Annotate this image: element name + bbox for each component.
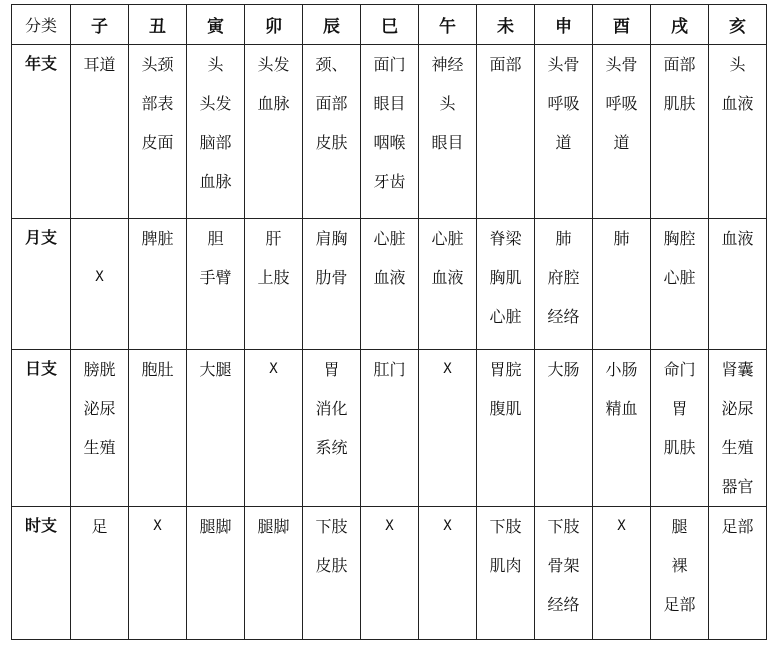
table-cell [187, 507, 245, 640]
cell-text: 头 [729, 55, 746, 74]
table-cell [187, 45, 245, 219]
cell-text: 肌肤 [663, 94, 696, 113]
cell-text: 脑部 [199, 133, 232, 152]
table-cell [593, 45, 651, 219]
table-cell [361, 219, 419, 350]
cell-text: 下肢 [547, 517, 580, 536]
table-cell [419, 219, 477, 350]
table-cell [535, 219, 593, 350]
table-cell [593, 507, 651, 640]
cell-text: 血液 [721, 94, 754, 113]
row-label: 月支 [12, 219, 71, 350]
cell-text: 小肠 [605, 360, 638, 379]
cell-text: 胆 [207, 229, 224, 248]
cell-text: 肌肉 [489, 556, 522, 575]
table-cell [129, 507, 187, 640]
cell-text: 裸 [671, 556, 688, 575]
cell-text: 头 [439, 94, 456, 113]
cell-text: 肛门 [373, 360, 406, 379]
branch-header: 亥 [709, 5, 767, 45]
cell-text: 血脉 [199, 172, 232, 191]
cell-text: 府腔 [547, 268, 580, 287]
cell-text: 足 [91, 517, 108, 536]
table-cell [419, 45, 477, 219]
table-row [12, 350, 767, 507]
cell-text: 手臂 [199, 268, 232, 287]
cell-text: 心脏 [431, 229, 464, 248]
cell-text: 血液 [373, 268, 406, 287]
cell-text: X [153, 518, 162, 534]
cell-text: 大腿 [199, 360, 232, 379]
cell-text: 呼吸 [605, 94, 638, 113]
cell-text: 肺 [613, 229, 630, 248]
cell-text: 肋骨 [315, 268, 348, 287]
cell-text: 下肢 [315, 517, 348, 536]
header-row [12, 5, 767, 45]
table-cell [129, 350, 187, 507]
table-row [12, 219, 767, 350]
table-row [12, 45, 767, 219]
cell-text: 骨架 [547, 556, 580, 575]
table-cell [303, 507, 361, 640]
table-cell [303, 219, 361, 350]
cell-text: 经络 [547, 595, 580, 614]
branch-body-table [11, 4, 767, 640]
table-cell [593, 219, 651, 350]
cell-text: 眼目 [373, 94, 406, 113]
cell-text: 腿脚 [199, 517, 232, 536]
cell-text: 面部 [489, 55, 522, 74]
cell-text [71, 219, 128, 258]
cell-text: 咽喉 [373, 133, 406, 152]
branch-header: 未 [477, 5, 535, 45]
cell-text: 颈、 [315, 55, 348, 74]
row-label: 时支 [12, 507, 71, 640]
cell-text: 脾脏 [141, 229, 174, 248]
table-row [12, 507, 767, 640]
table-cell [477, 45, 535, 219]
cell-text: 面部 [663, 55, 696, 74]
table-cell [71, 45, 129, 219]
branch-header: 寅 [187, 5, 245, 45]
cell-text: 器官 [721, 477, 754, 496]
cell-text: 血液 [721, 229, 754, 248]
cell-text: X [385, 518, 394, 534]
table-cell [709, 507, 767, 640]
cell-text: 神经 [431, 55, 464, 74]
cell-text: 消化 [315, 399, 348, 418]
table-cell [129, 45, 187, 219]
table-cell [187, 350, 245, 507]
cell-text: X [443, 518, 452, 534]
cell-text: 耳道 [83, 55, 116, 74]
cell-text: 下肢 [489, 517, 522, 536]
cell-text: 头 [207, 55, 224, 74]
table-cell [303, 45, 361, 219]
table-cell [419, 507, 477, 640]
branch-header: 辰 [303, 5, 361, 45]
table-cell [535, 45, 593, 219]
table-cell [709, 350, 767, 507]
table-cell [361, 507, 419, 640]
cell-text: 道 [555, 133, 572, 152]
cell-text: 胃脘 [489, 360, 522, 379]
table-cell [477, 507, 535, 640]
table-cell [361, 45, 419, 219]
cell-text: 胸肌 [489, 268, 522, 287]
table-cell [303, 350, 361, 507]
cell-text: 膀胱 [83, 360, 116, 379]
corner-header: 分类 [12, 5, 71, 45]
cell-text: 足部 [721, 517, 754, 536]
branch-header: 丑 [129, 5, 187, 45]
cell-text: 胃 [671, 399, 688, 418]
table-cell [245, 219, 303, 350]
table-cell [187, 219, 245, 350]
cell-text: 肺 [555, 229, 572, 248]
table-cell [477, 350, 535, 507]
cell-text: 生殖 [83, 438, 116, 457]
branch-header: 酉 [593, 5, 651, 45]
cell-text: X [617, 518, 626, 534]
cell-text: 皮肤 [315, 133, 348, 152]
cell-text: 血脉 [257, 94, 290, 113]
table-cell [593, 350, 651, 507]
branch-header: 巳 [361, 5, 419, 45]
table-cell [71, 350, 129, 507]
cell-text: 部表 [141, 94, 174, 113]
table-cell [651, 507, 709, 640]
cell-text: 头颈 [141, 55, 174, 74]
branch-header: 戌 [651, 5, 709, 45]
cell-text: 头发 [199, 94, 232, 113]
table-cell [71, 219, 129, 350]
cell-text: 系统 [315, 438, 348, 457]
cell-text: 头发 [257, 55, 290, 74]
cell-text: 腿 [671, 517, 688, 536]
cell-text: 精血 [605, 399, 638, 418]
table-cell [245, 507, 303, 640]
cell-text: 肩胸 [315, 229, 348, 248]
branch-header: 卯 [245, 5, 303, 45]
table-cell [477, 219, 535, 350]
table-cell [651, 350, 709, 507]
cell-text: 牙齿 [373, 172, 406, 191]
cell-text: 心脏 [373, 229, 406, 248]
cell-text: 经络 [547, 307, 580, 326]
table-cell [419, 350, 477, 507]
branch-header: 申 [535, 5, 593, 45]
cell-text: 胸腔 [663, 229, 696, 248]
cell-text: 皮面 [141, 133, 174, 152]
cell-text: 泌尿 [721, 399, 754, 418]
cell-text: 心脏 [663, 268, 696, 287]
cell-text: X [95, 269, 104, 285]
table-cell [709, 45, 767, 219]
cell-text: 血液 [431, 268, 464, 287]
cell-text: 心脏 [489, 307, 522, 326]
table-cell [709, 219, 767, 350]
table-cell [651, 219, 709, 350]
table-cell [651, 45, 709, 219]
cell-text: 道 [613, 133, 630, 152]
cell-text: 肝 [265, 229, 282, 248]
cell-text: 眼目 [431, 133, 464, 152]
row-label: 日支 [12, 350, 71, 507]
branch-header: 子 [71, 5, 129, 45]
cell-text: 生殖 [721, 438, 754, 457]
cell-text: 命门 [663, 360, 696, 379]
cell-text: 上肢 [257, 268, 290, 287]
cell-text: X [443, 361, 452, 377]
cell-text: 足部 [663, 595, 696, 614]
cell-text: 脊梁 [489, 229, 522, 248]
table-cell [245, 45, 303, 219]
cell-text: 呼吸 [547, 94, 580, 113]
row-label: 年支 [12, 45, 71, 219]
cell-text: 泌尿 [83, 399, 116, 418]
cell-text: X [269, 361, 278, 377]
cell-text: 胃 [323, 360, 340, 379]
cell-text: 皮肤 [315, 556, 348, 575]
cell-text: 肌肤 [663, 438, 696, 457]
cell-text: 腹肌 [489, 399, 522, 418]
cell-text: 大肠 [547, 360, 580, 379]
cell-text: 头骨 [547, 55, 580, 74]
table-cell [535, 350, 593, 507]
cell-text: 胞肚 [141, 360, 174, 379]
table-body [12, 45, 767, 640]
table-cell [245, 350, 303, 507]
table-cell [71, 507, 129, 640]
table-cell [535, 507, 593, 640]
cell-text: 面部 [315, 94, 348, 113]
cell-text: 肾囊 [721, 360, 754, 379]
table-cell [361, 350, 419, 507]
cell-text: 面门 [373, 55, 406, 74]
branch-header: 午 [419, 5, 477, 45]
table-cell [129, 219, 187, 350]
cell-text: 头骨 [605, 55, 638, 74]
cell-text: 腿脚 [257, 517, 290, 536]
